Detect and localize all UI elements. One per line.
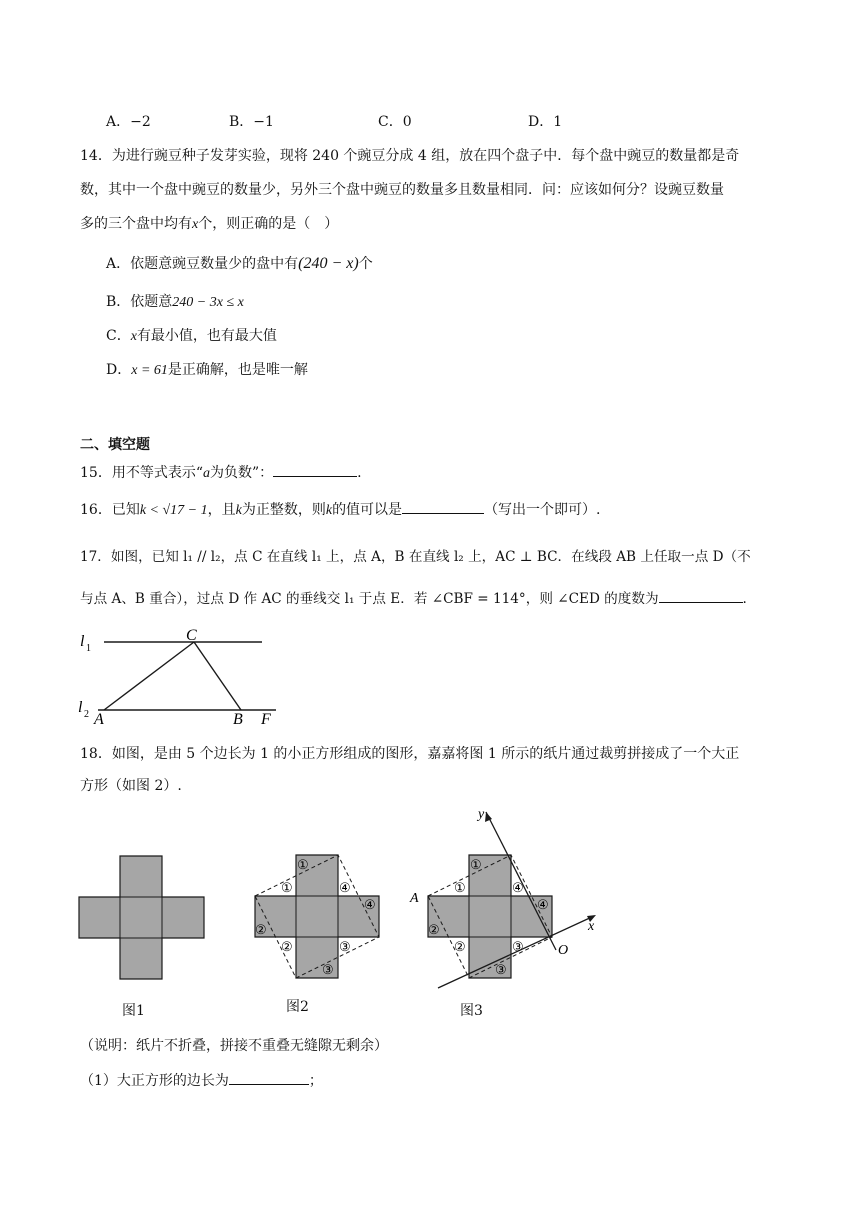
answer-blank[interactable] (229, 1070, 309, 1085)
q14-line2: 数，其中一个盘中豌豆的数量少，另外三个盘中豌豆的数量多且数量相同．问：应该如何分？设豌豆数量 (80, 182, 724, 198)
segment-ac (104, 642, 194, 710)
q14-option-b-math: 240 − 3x ≤ x (172, 295, 244, 310)
figure-2-cut (252, 852, 384, 982)
q17-line2 (80, 588, 747, 609)
label-l2-sub: 2 (84, 709, 89, 720)
q14-option-a-math: (240 − x) (298, 255, 359, 272)
q17-line1: 17．如图，已知 l₁ // l₂，点 C 在直线 l₁ 上，点 A，B 在直线 l₂ 上，AC ⊥ BC．在线段 AB 上任取一点 D（不 (80, 549, 751, 565)
q18-sub1 (80, 1070, 323, 1091)
caption-figure-3: 图3 (460, 1003, 483, 1019)
option-d: D．1 (528, 114, 563, 130)
label-a: A (94, 711, 104, 728)
caption-figure-1: 图1 (122, 1003, 145, 1019)
q14-option-a (106, 254, 373, 274)
circled-4: ④ (512, 880, 524, 895)
label-o: O (558, 943, 569, 958)
q14-option-a-text: A．依题意豌豆数量少的盘中有 (106, 256, 299, 272)
q14-option-d-label: D． (106, 362, 132, 378)
circled-3: ③ (495, 962, 507, 977)
label-x: x (588, 919, 595, 934)
option-b: B．−1 (229, 114, 274, 130)
q18-sub1-post: ； (308, 1073, 323, 1089)
figure-1-cross (78, 854, 208, 984)
option-a: A．−2 (106, 114, 151, 130)
circled-4: ④ (339, 880, 351, 895)
q14-option-a-post: 个 (358, 256, 373, 272)
q14-line1: 14．为进行豌豆种子发芽实验，现将 240 个豌豆分成 4 组，放在四个盘子中．每个盘中豌豆的数量都是奇 (80, 148, 740, 164)
q16 (80, 499, 601, 521)
q14-option-c-text: 有最小值，也有最大值 (136, 328, 277, 344)
q16-mid2: 为正整数，则 (241, 502, 326, 518)
q15-post: . (357, 465, 362, 481)
circled-3: ③ (512, 939, 524, 954)
var-a: a (202, 466, 210, 481)
option-c: C．0 (378, 114, 412, 130)
var-k: k (325, 503, 333, 518)
label-y: y (478, 807, 485, 822)
section-title: 二、填空题 (80, 436, 150, 452)
q16-pre: 16．已知 (80, 502, 140, 518)
q14-option-d (106, 360, 308, 381)
q15-mid: 为负数”： (209, 465, 274, 481)
triangle-figure (76, 624, 286, 728)
label-a: A (410, 891, 419, 906)
q15-pre: 15．用不等式表示“ (80, 465, 203, 481)
circled-4: ④ (537, 897, 549, 912)
answer-blank[interactable] (659, 588, 743, 603)
q15 (80, 462, 362, 484)
circled-1: ① (470, 857, 482, 872)
segment-bc (194, 642, 241, 710)
q14-option-b-text: B．依题意 (106, 294, 173, 310)
label-f: F (261, 711, 271, 728)
circled-2: ② (281, 939, 293, 954)
q14-line3-a: 多的三个盘中均有 (80, 216, 192, 232)
var-k: k (235, 503, 242, 518)
q18-note: （说明：纸片不折叠，拼接不重叠无缝隙无剩余） (80, 1038, 388, 1054)
circled-3: ③ (322, 962, 334, 977)
q18-sub1-text: （1）大正方形的边长为 (80, 1073, 229, 1089)
label-l1-sub: 1 (86, 643, 91, 654)
answer-blank[interactable] (273, 462, 357, 477)
q14-option-d-text: 是正确解，也是唯一解 (167, 362, 308, 378)
q16-mid3: 的值可以是 (332, 502, 403, 518)
circled-2: ② (255, 922, 267, 937)
q14-option-c (106, 326, 277, 347)
var-x: x (130, 329, 137, 344)
caption-figure-2: 图2 (286, 999, 309, 1015)
q14-option-b (106, 292, 244, 313)
circled-2: ② (454, 939, 466, 954)
circled-4: ④ (364, 897, 376, 912)
label-b: B (233, 711, 243, 728)
q14-option-d-math: x = 61 (131, 363, 168, 378)
circled-1: ① (297, 857, 309, 872)
var-x: x (192, 217, 199, 232)
q18-line1: 18．如图，是由 5 个边长为 1 的小正方形组成的图形，嘉嘉将图 1 所示的纸片通过裁剪拼接成了一个大正 (80, 746, 740, 762)
q16-post: （写出一个即可）. (484, 502, 601, 518)
label-l2: l (78, 699, 83, 716)
circled-1: ① (281, 880, 293, 895)
circled-2: ② (428, 922, 440, 937)
circled-3: ③ (339, 939, 351, 954)
answer-blank[interactable] (402, 499, 484, 514)
q16-math: k < √17 − 1 (139, 503, 208, 518)
q16-mid: ，且 (207, 502, 236, 518)
q14-line3 (80, 214, 338, 235)
label-l1: l (80, 633, 85, 650)
circled-1: ① (454, 880, 466, 895)
q18-line2: 方形（如图 2）. (80, 778, 182, 794)
q17-line2-post: . (742, 591, 747, 607)
q14-line3-b: 个，则正确的是（ ） (198, 216, 339, 232)
q17-line2-text: 与点 A、B 重合），过点 D 作 AC 的垂线交 l₁ 于点 E．若 ∠CBF = 114°，则 ∠CED 的度数为 (80, 591, 659, 607)
figure-3-axes (404, 800, 604, 1000)
q14-option-c-label: C． (106, 328, 131, 344)
label-c: C (186, 627, 197, 644)
